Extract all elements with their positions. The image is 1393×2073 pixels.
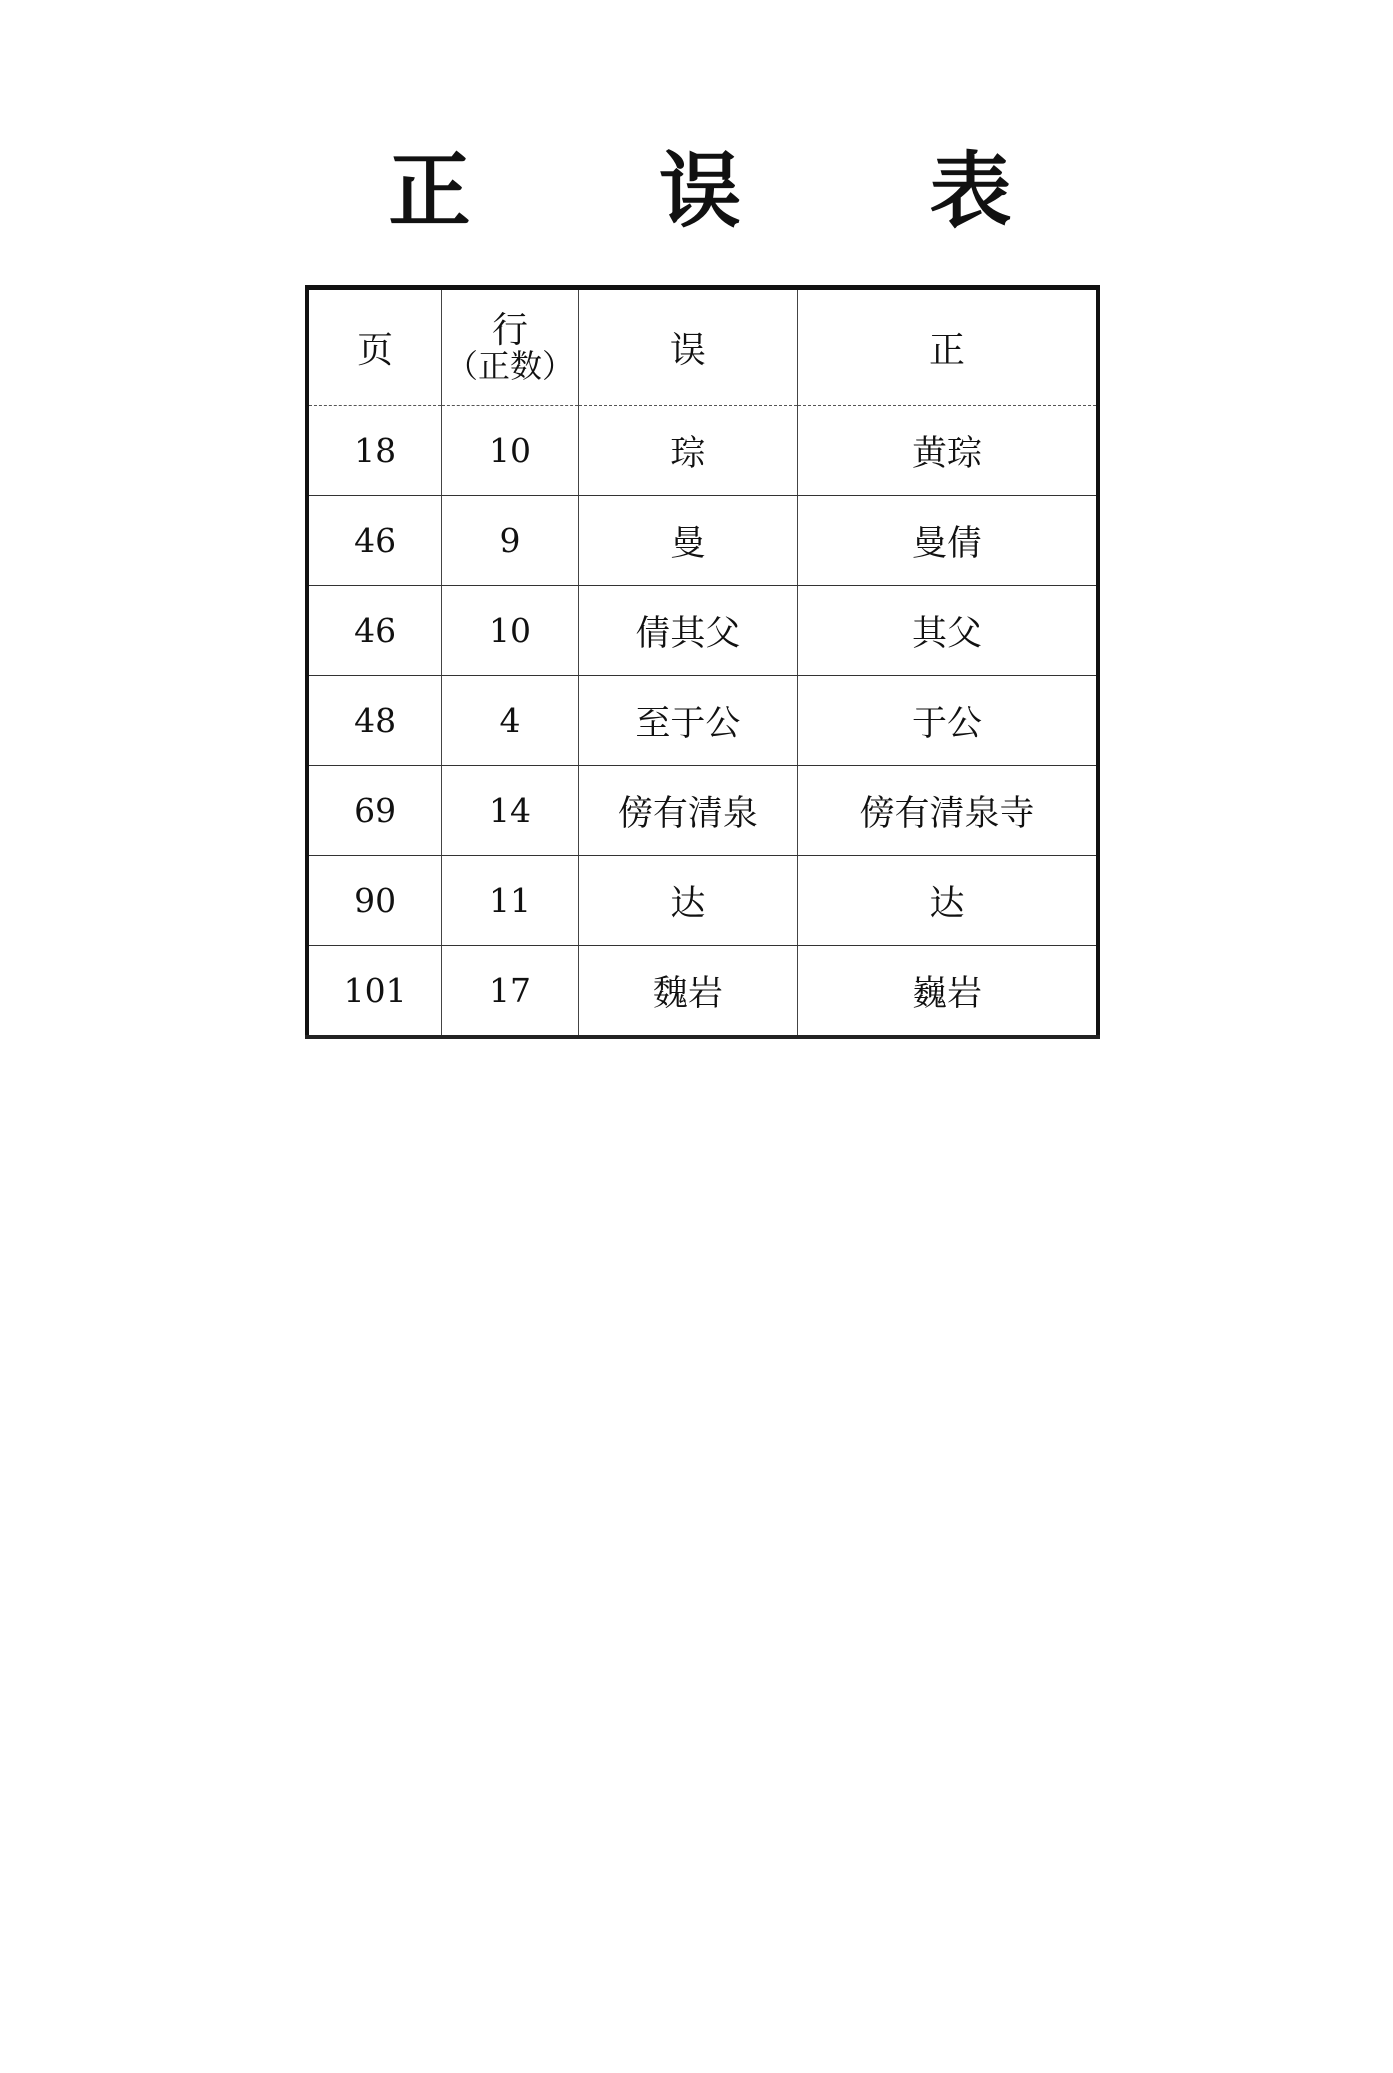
cell-line: 10: [442, 586, 579, 676]
table-row: [307, 856, 1098, 946]
cell-page: 101: [343, 971, 407, 1010]
cell-wrong: 魏岩: [578, 946, 797, 1036]
errata-table-container: [305, 285, 1100, 1039]
cell-page: 69: [307, 766, 442, 856]
cell-page: 90: [307, 856, 442, 946]
cell-right: 于公: [797, 676, 1098, 766]
cell-line: 11: [442, 856, 579, 946]
cell-wrong: 琮: [578, 406, 797, 496]
cell-page: 46: [307, 586, 442, 676]
cell-page: 46: [307, 496, 442, 586]
header-right: 正: [797, 290, 1098, 406]
cell-page: 48: [307, 676, 442, 766]
table-bottom-rule: [305, 1035, 1100, 1039]
cell-line: 9: [442, 496, 579, 586]
cell-wrong: 曼: [578, 496, 797, 586]
table-row: [307, 496, 1098, 586]
cell-wrong: 倩其父: [578, 586, 797, 676]
header-wrong: 误: [578, 290, 797, 406]
header-line-sub: （正数）: [446, 346, 575, 385]
cell-wrong: 傍有清泉: [578, 766, 797, 856]
cell-page: 18: [307, 406, 442, 496]
cell-wrong: 至于公: [578, 676, 797, 766]
cell-right: 其父: [797, 586, 1098, 676]
table-row: [307, 946, 1098, 1036]
cell-right: 傍有清泉寺: [797, 766, 1098, 856]
table-row: [307, 766, 1098, 856]
cell-wrong: 达: [578, 856, 797, 946]
cell-right: 达: [797, 856, 1098, 946]
cell-line: 4: [442, 676, 579, 766]
errata-table: [305, 290, 1100, 1035]
header-line-label: 行: [492, 309, 529, 351]
table-row: [307, 676, 1098, 766]
cell-line: 17: [442, 946, 579, 1036]
cell-line: 14: [442, 766, 579, 856]
cell-right: 曼倩: [797, 496, 1098, 586]
page-title: 正 误 表: [388, 143, 1092, 239]
cell-right: 巍岩: [797, 946, 1098, 1036]
table-header-row: [307, 290, 1098, 406]
table-row: [307, 586, 1098, 676]
cell-right: 黄琮: [797, 406, 1098, 496]
header-page: 页: [307, 290, 442, 406]
table-row: [307, 406, 1098, 496]
header-line: [442, 290, 579, 406]
cell-line: 10: [442, 406, 579, 496]
